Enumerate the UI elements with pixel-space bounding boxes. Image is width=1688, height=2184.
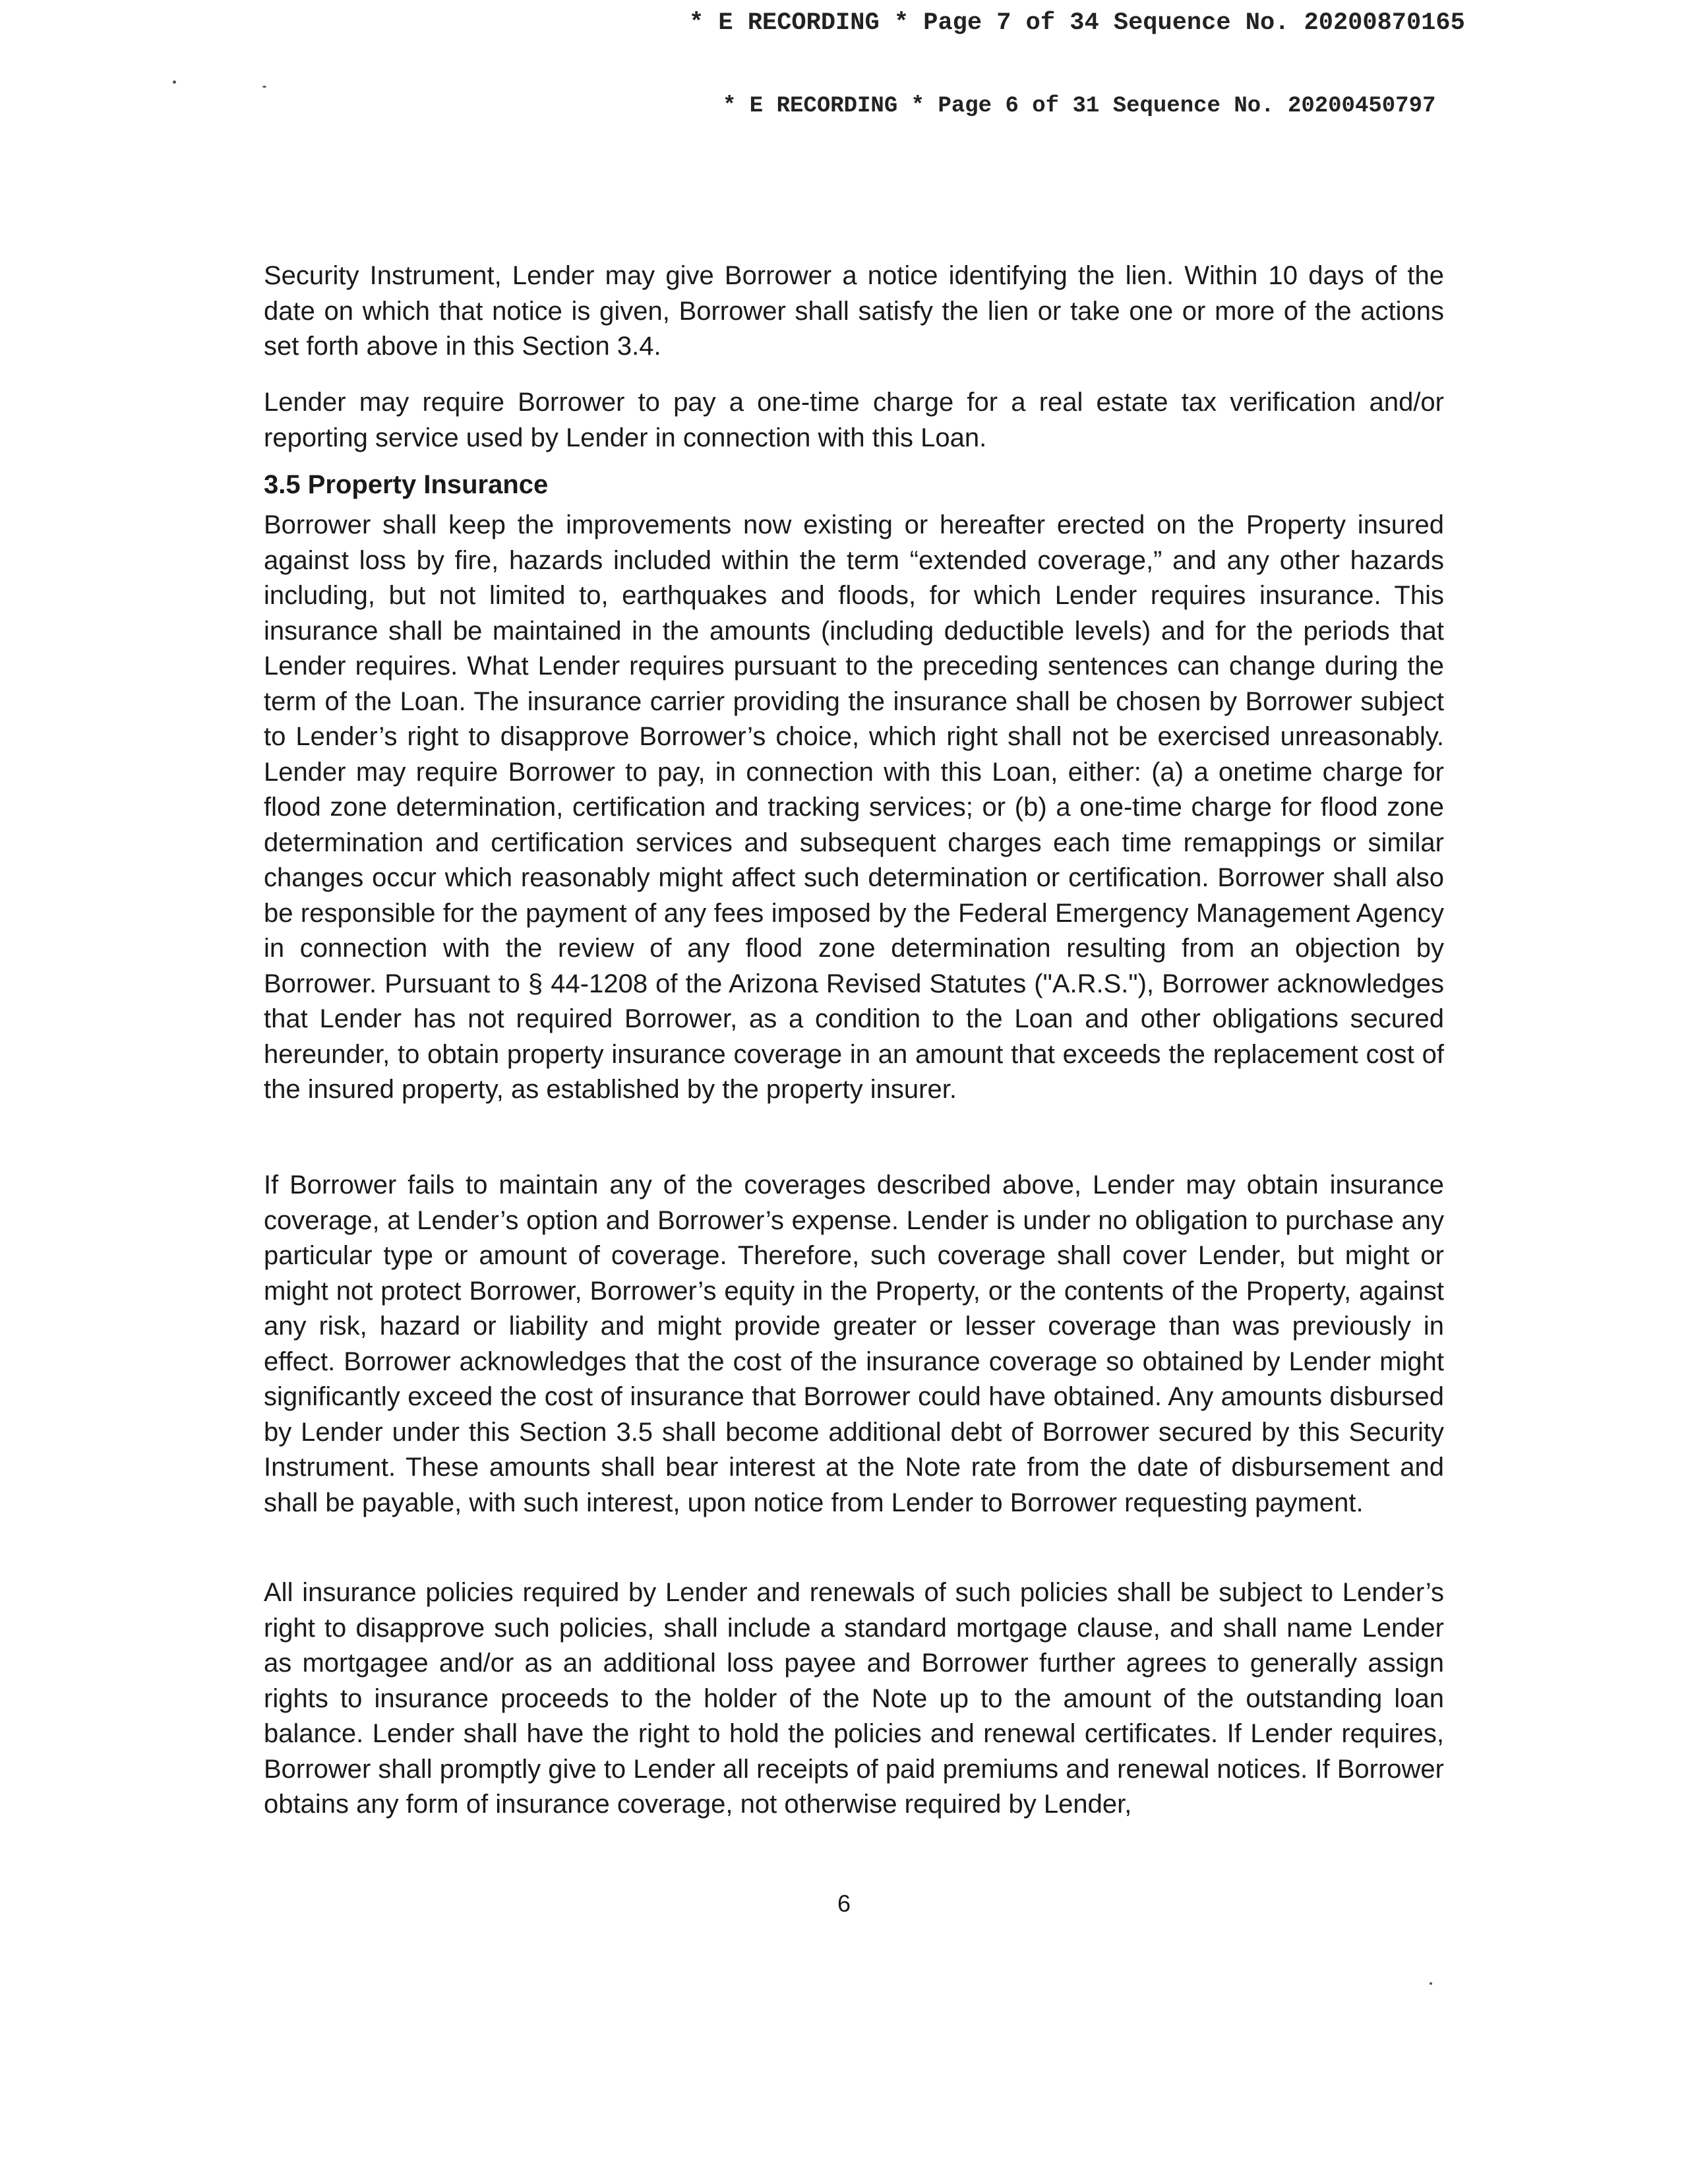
paragraph-insurance-policies: All insurance policies required by Lender and renewals of such policies shall be subject to Lender’s right to disapprove such policies, shall include a standard mortgage clause, and shall name Lender as mortgagee and/or as an additional loss payee and Borrower further agrees to generally assign rights to insurance proceeds to the holder of the Note up to the amount of the outstanding loan balance. Lender shall have the right to hold the policies and renewal certificates. If Lender requires, Borrower shall promptly give to Lender all receipts of paid premiums and renewal notices. If Borrower obtains any form of insurance coverage, not otherwise required by Lender, bbox=[264, 1578, 1444, 1819]
recording-stamp-primary: * E RECORDING * Page 7 of 34 Sequence No. 20200870165 bbox=[689, 9, 1465, 37]
scan-speck bbox=[1430, 1982, 1432, 1985]
paragraph-lien-notice: Security Instrument, Lender may give Borrower a notice identifying the lien. Within 10 days of the date on which that notice is given, Borrower shall satisfy the lien or take one or more of the actions set forth above in this Section 3.4. bbox=[264, 261, 1444, 361]
recording-stamp-secondary: * E RECORDING * Page 6 of 31 Sequence No. 20200450797 bbox=[723, 94, 1436, 119]
paragraph-insurance-requirements: Borrower shall keep the improvements now existing or hereafter erected on the Property insured against loss by fire, hazards included within the term “extended coverage,” and any other hazards including, but not limited to, earthquakes and floods, for which Lender requires insurance. This insurance shall be maintained in the amounts (including deductible levels) and for the periods that Lender requires. What Lender requires pursuant to the preceding sentences can change during the term of the Loan. The insurance carrier providing the insurance shall be chosen by Borrower subject to Lender’s right to disapprove Borrower’s choice, which right shall not be exercised unreasonably. Lender may require Borrower to pay, in connection with this Loan, either: (a) a onetime charge for flood zone determination, certification and tracking services; or (b) a one-time charge for flood zone determination and certification services and subsequent charges each time remappings or similar changes occur which reasonably might affect such determination or certification. Borrower shall also be responsible for the payment of any fees imposed by the Federal Emergency Management Agency in connection with the review of any flood zone determination resulting from an objection by Borrower. Pursuant to § 44-1208 of the Arizona Revised Statutes ("A.R.S."), Borrower acknowledges that Lender has not required Borrower, as a condition to the Loan and other obligations secured hereunder, to obtain property insurance coverage in an amount that exceeds the replacement cost of the insured property, as established by the property insurer. bbox=[264, 510, 1444, 1104]
scan-speck bbox=[262, 86, 266, 88]
scan-speck bbox=[173, 80, 176, 84]
paragraph-lender-coverage: If Borrower fails to maintain any of the coverages described above, Lender may obtain insurance coverage, at Lender’s option and Borrower’s expense. Lender is under no obligation to purchase any particular type or amount of coverage. Therefore, such coverage shall cover Lender, but might or might not protect Borrower, Borrower’s equity in the Property, or the contents of the Property, against any risk, hazard or liability and might provide greater or lesser coverage than was previously in effect. Borrower acknowledges that the cost of the insurance coverage so obtained by Lender might significantly exceed the cost of insurance that Borrower could have obtained. Any amounts disbursed by Lender under this Section 3.5 shall become additional debt of Borrower secured by this Security Instrument. These amounts shall bear interest at the Note rate from the date of disbursement and shall be payable, with such interest, upon notice from Lender to Borrower requesting payment. bbox=[264, 1170, 1444, 1517]
page-number: 6 bbox=[837, 1890, 851, 1917]
section-heading-property-insurance: 3.5 Property Insurance bbox=[264, 470, 549, 499]
paragraph-tax-verification: Lender may require Borrower to pay a one-time charge for a real estate tax verification and/or reporting service used by Lender in connection with this Loan. bbox=[264, 388, 1444, 452]
